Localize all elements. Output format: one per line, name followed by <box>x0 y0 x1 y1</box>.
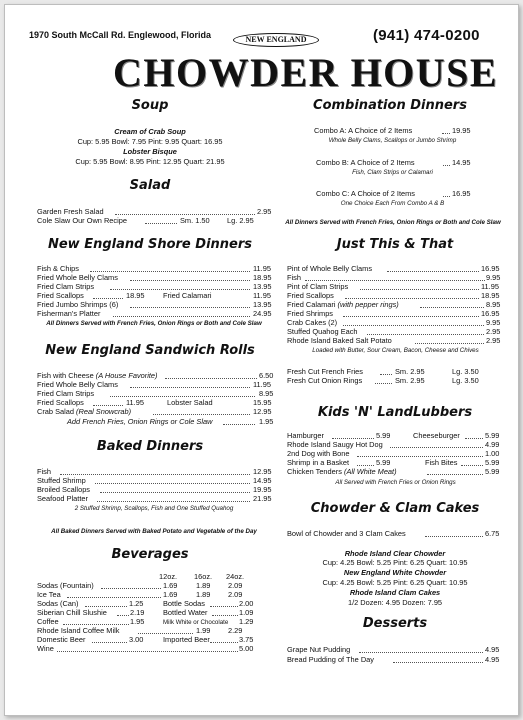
leader <box>145 217 177 224</box>
leader <box>420 301 484 308</box>
price: 2.09 <box>228 590 243 599</box>
leader <box>390 441 483 448</box>
item-name: Chicken Tenders <box>287 467 342 476</box>
soup-prices-crab: Cup: 5.95 Bowl: 7.95 Pint: 9.95 Quart: 16.95 <box>77 137 223 146</box>
menu-item: Fresh Cut French Fries <box>287 367 363 376</box>
menu-item: Imported Beer <box>163 635 210 644</box>
menu-item: Bread Pudding of The Day <box>287 655 374 664</box>
leader <box>95 477 250 484</box>
menu-item: Combo A: A Choice of 2 Items <box>314 126 413 135</box>
menu-item: Fresh Cut Onion Rings <box>287 376 363 385</box>
menu-item <box>37 371 158 380</box>
item-name: Fish with Cheese <box>37 371 94 380</box>
leader <box>427 468 483 475</box>
leader <box>343 310 479 317</box>
leader <box>90 265 250 272</box>
price: 19.95 <box>253 485 272 494</box>
leader <box>97 495 250 502</box>
leader <box>101 582 161 589</box>
price: 3.75 <box>239 635 254 644</box>
price: 14.95 <box>253 476 272 485</box>
leader <box>360 283 479 290</box>
section-title-kids: Kids 'N' LandLubbers <box>317 405 473 420</box>
price: 16.95 <box>481 264 500 273</box>
leader <box>110 390 255 397</box>
price: 24.95 <box>253 309 272 318</box>
price: 21.95 <box>253 494 272 503</box>
note: All Served with French Fries or Onion Rings <box>335 479 456 486</box>
note: Fish, Clam Strips or Calamari <box>352 169 433 176</box>
price: 1.09 <box>239 608 254 617</box>
section-title-combo: Combination Dinners <box>313 98 467 113</box>
price: Lg. 3.50 <box>452 376 479 385</box>
menu-item <box>287 467 397 476</box>
logo: CHOWDER HOUSE <box>113 50 499 95</box>
price: 11.95 <box>253 291 271 300</box>
menu-item: Hamburger <box>287 431 324 440</box>
price: 2.95 <box>257 207 272 216</box>
leader <box>130 381 250 388</box>
leader <box>393 656 483 663</box>
price: 1.69 <box>163 590 178 599</box>
price: 2.95 <box>486 327 501 336</box>
price: 1.95 <box>259 417 274 426</box>
note: Whole Belly Clams, Scallops or Jumbo Shrimp <box>328 137 457 144</box>
leader <box>343 319 484 326</box>
menu-item: Fried Jumbo Shrimps (6) <box>37 300 119 309</box>
item-name: Crab Salad <box>37 407 74 416</box>
menu-item: Bowl of Chowder and 3 Clam Cakes <box>287 529 406 538</box>
note: One Choice Each From Combo A & B <box>340 200 445 207</box>
price: 2.09 <box>228 581 243 590</box>
item-note: (A House Favorite) <box>95 371 158 380</box>
leader <box>130 301 250 308</box>
price: 19.95 <box>452 126 471 135</box>
note: Loaded with Butter, Sour Cream, Bacon, Cheese and Chives <box>312 347 479 354</box>
leader <box>212 609 238 616</box>
price: 4.95 <box>485 645 500 654</box>
section-title-soup: Soup <box>131 98 169 113</box>
price: 18.95 <box>126 291 145 300</box>
menu-item <box>37 407 131 416</box>
leader <box>375 377 392 384</box>
menu-item: Fried Whole Belly Clams <box>37 380 118 389</box>
leader <box>63 618 129 625</box>
price: 1.69 <box>163 581 178 590</box>
price: 11.95 <box>253 380 271 389</box>
item-note: (with pepper rings) <box>337 300 399 309</box>
price: 1.89 <box>196 581 211 590</box>
price: Lg. 3.50 <box>452 367 479 376</box>
price: 5.99 <box>376 458 391 467</box>
price: 5.99 <box>376 431 391 440</box>
price: 9.95 <box>486 273 501 282</box>
price: 8.95 <box>259 389 274 398</box>
section-title-salad: Salad <box>129 178 171 193</box>
leader <box>345 292 479 299</box>
leader <box>425 530 483 537</box>
price: Sm. 1.50 <box>180 216 210 225</box>
menu-item: Wine <box>37 644 54 653</box>
menu-item: Ice Tea <box>37 590 61 599</box>
menu-item: Seafood Platter <box>37 494 88 503</box>
price: 5.99 <box>485 431 500 440</box>
leader <box>380 368 392 375</box>
price: Sm. 2.95 <box>395 367 425 376</box>
note: 2 Stuffed Shrimp, Scallops, Fish and One Stuffed Quahog <box>74 505 234 512</box>
leader <box>138 627 193 634</box>
price: Lg. 2.95 <box>227 216 254 225</box>
menu-item: Fried Clam Strips <box>37 389 95 398</box>
price: 13.95 <box>253 282 272 291</box>
leader <box>465 432 483 439</box>
item-note: (Real Snowcrab) <box>76 407 132 416</box>
size-header: 12oz. <box>159 572 178 581</box>
menu-item: Fried Scallops <box>37 398 84 407</box>
menu-item: Pint of Whole Belly Clams <box>287 264 373 273</box>
price: 11.95 <box>126 398 144 407</box>
price: 1.29 <box>239 617 254 626</box>
note: All Dinners Served with French Fries, Onion Rings or Both and Cole Slaw <box>285 219 501 226</box>
menu-item: Pint of Clam Strips <box>287 282 349 291</box>
leader <box>415 337 484 344</box>
section-title-desserts: Desserts <box>362 616 428 631</box>
menu-item: Domestic Beer <box>37 635 86 644</box>
leader <box>130 274 250 281</box>
leader <box>113 310 250 317</box>
menu-item: Cole Slaw Our Own Recipe <box>37 216 127 225</box>
menu-item: Garden Fresh Salad <box>37 207 104 216</box>
price: 11.95 <box>253 264 271 273</box>
menu-item: Bottled Water <box>163 608 208 617</box>
price: 8.95 <box>486 300 501 309</box>
menu-item: Stuffed Quahog Each <box>287 327 358 336</box>
menu-item: Sodas (Fountain) <box>37 581 94 590</box>
price: 1.00 <box>485 449 500 458</box>
section-title-just: Just This & That <box>336 237 454 252</box>
menu-item: Shrimp in a Basket <box>287 458 350 467</box>
size-header: 16oz. <box>194 572 213 581</box>
price: 5.00 <box>239 644 254 653</box>
leader <box>67 591 161 598</box>
price: 16.95 <box>481 309 500 318</box>
menu-item: Fish <box>37 467 51 476</box>
section-title-chowder: Chowder & Clam Cakes <box>310 501 480 516</box>
price: 5.99 <box>485 458 500 467</box>
soup-prices-bisque: Cup: 5.95 Bowl: 8.95 Pint: 12.95 Quart: 21.95 <box>75 157 225 166</box>
price: 2.29 <box>228 626 243 635</box>
leader <box>115 208 255 215</box>
menu-item: Rhode Island Saugy Hot Dog <box>287 440 383 449</box>
chowder-prices: 1/2 Dozen: 4.95 Dozen: 7.95 <box>347 598 443 607</box>
menu-item: Coffee <box>37 617 59 626</box>
leader <box>223 418 255 425</box>
price: 1.89 <box>196 590 211 599</box>
price: 18.95 <box>253 273 272 282</box>
menu-item: Bottle Sodas <box>163 599 205 608</box>
phone-number: (941) 474-0200 <box>373 27 480 44</box>
menu-item: Fish Bites <box>425 458 458 467</box>
section-title-rolls: New England Sandwich Rolls <box>45 343 255 358</box>
menu-item: Fried Calamari <box>163 291 212 300</box>
menu-item: Fried Scallops <box>37 291 84 300</box>
price: 1.99 <box>196 626 211 635</box>
menu-item: Lobster Salad <box>167 398 213 407</box>
menu-item: Siberian Chill Slushie <box>37 608 107 617</box>
menu-item: Fisherman's Platter <box>37 309 101 318</box>
leader <box>210 636 238 643</box>
price: 16.95 <box>452 189 471 198</box>
leader <box>85 600 127 607</box>
address: 1970 South McCall Rd. Englewood, Florida <box>29 30 212 40</box>
price: 5.99 <box>485 467 500 476</box>
leader <box>92 636 127 643</box>
size-header: 24oz. <box>226 572 245 581</box>
note: All Baked Dinners Served with Baked Potato and Vegetable of the Day <box>51 528 257 535</box>
leader <box>443 159 450 166</box>
price: 15.95 <box>253 398 272 407</box>
leader <box>332 432 374 439</box>
price: 13.95 <box>253 300 272 309</box>
menu-item: Fried Clam Strips <box>37 282 95 291</box>
price: 12.95 <box>253 407 272 416</box>
menu-item: Crab Cakes (2) <box>287 318 338 327</box>
leader <box>153 408 250 415</box>
leader <box>93 292 123 299</box>
menu-item: Fish <box>287 273 301 282</box>
section-title-shore: New England Shore Dinners <box>47 237 252 252</box>
chowder-heading: Rhode Island Clear Chowder <box>344 549 446 558</box>
leader <box>357 459 374 466</box>
price: 6.75 <box>485 529 500 538</box>
menu-item <box>287 300 399 309</box>
menu-item: Rhode Island Baked Salt Potato <box>287 336 392 345</box>
leader <box>357 450 483 457</box>
note: Add French Fries, Onion Rings or Cole Slaw <box>67 417 213 426</box>
menu-item: Fried Scallops <box>287 291 334 300</box>
menu-item: Fried Whole Belly Clams <box>37 273 118 282</box>
price: 12.95 <box>253 467 272 476</box>
price: 9.95 <box>486 318 501 327</box>
menu-item: Cheeseburger <box>413 431 460 440</box>
note: All Dinners Served with French Fries, Onion Rings or Both and Cole Slaw <box>46 320 262 327</box>
banner: NEW ENGLAND <box>233 33 319 47</box>
leader <box>443 190 450 197</box>
price: 2.00 <box>239 599 254 608</box>
price: 4.99 <box>485 440 500 449</box>
price: 2.95 <box>486 336 501 345</box>
price: Sm. 2.95 <box>395 376 425 385</box>
leader <box>100 486 250 493</box>
leader <box>359 646 483 653</box>
menu-item: Combo C: A Choice of 2 Items <box>316 189 415 198</box>
menu-page <box>4 4 519 716</box>
section-title-beverages: Beverages <box>111 547 189 562</box>
leader <box>57 645 238 652</box>
menu-item: Fish & Chips <box>37 264 79 273</box>
chowder-prices: Cup: 4.25 Bowl: 5.25 Pint: 6.25 Quart: 10.95 <box>322 558 468 567</box>
leader <box>305 274 485 281</box>
menu-item: Stuffed Shrimp <box>37 476 86 485</box>
leader <box>60 468 250 475</box>
price: 4.95 <box>485 655 500 664</box>
price: 14.95 <box>452 158 471 167</box>
menu-item: Sodas (Can) <box>37 599 79 608</box>
leader <box>442 127 450 134</box>
soup-item-bisque: Lobster Bisque <box>123 147 177 156</box>
price: 1.25 <box>129 599 144 608</box>
price: 2.19 <box>130 608 145 617</box>
leader <box>461 459 483 466</box>
leader <box>387 265 479 272</box>
menu-item: Milk White or Chocolate <box>163 618 229 626</box>
leader <box>210 600 238 607</box>
menu-item: 2nd Dog with Bone <box>287 449 350 458</box>
leader <box>165 372 257 379</box>
leader <box>93 399 123 406</box>
chowder-heading: New England White Chowder <box>343 568 447 577</box>
menu-item: Rhode Island Coffee Milk <box>37 626 120 635</box>
price: 18.95 <box>481 291 500 300</box>
price: 6.50 <box>259 371 274 380</box>
leader <box>367 328 484 335</box>
price: 11.95 <box>481 282 499 291</box>
menu-item: Grape Nut Pudding <box>287 645 351 654</box>
menu-item: Broiled Scallops <box>37 485 90 494</box>
leader <box>117 609 129 616</box>
price: 3.00 <box>129 635 144 644</box>
chowder-heading: Rhode Island Clam Cakes <box>349 588 441 597</box>
item-name: Fried Calamari <box>287 300 336 309</box>
price: 1.95 <box>130 617 145 626</box>
section-title-baked: Baked Dinners <box>96 439 204 454</box>
menu-item: Fried Shrimps <box>287 309 333 318</box>
soup-item-crab: Cream of Crab Soup <box>114 127 186 136</box>
chowder-prices: Cup: 4.25 Bowl: 5.25 Pint: 6.25 Quart: 10.95 <box>322 578 468 587</box>
leader <box>110 283 250 290</box>
item-note: (All White Meat) <box>343 467 397 476</box>
menu-item: Combo B: A Choice of 2 Items <box>316 158 415 167</box>
